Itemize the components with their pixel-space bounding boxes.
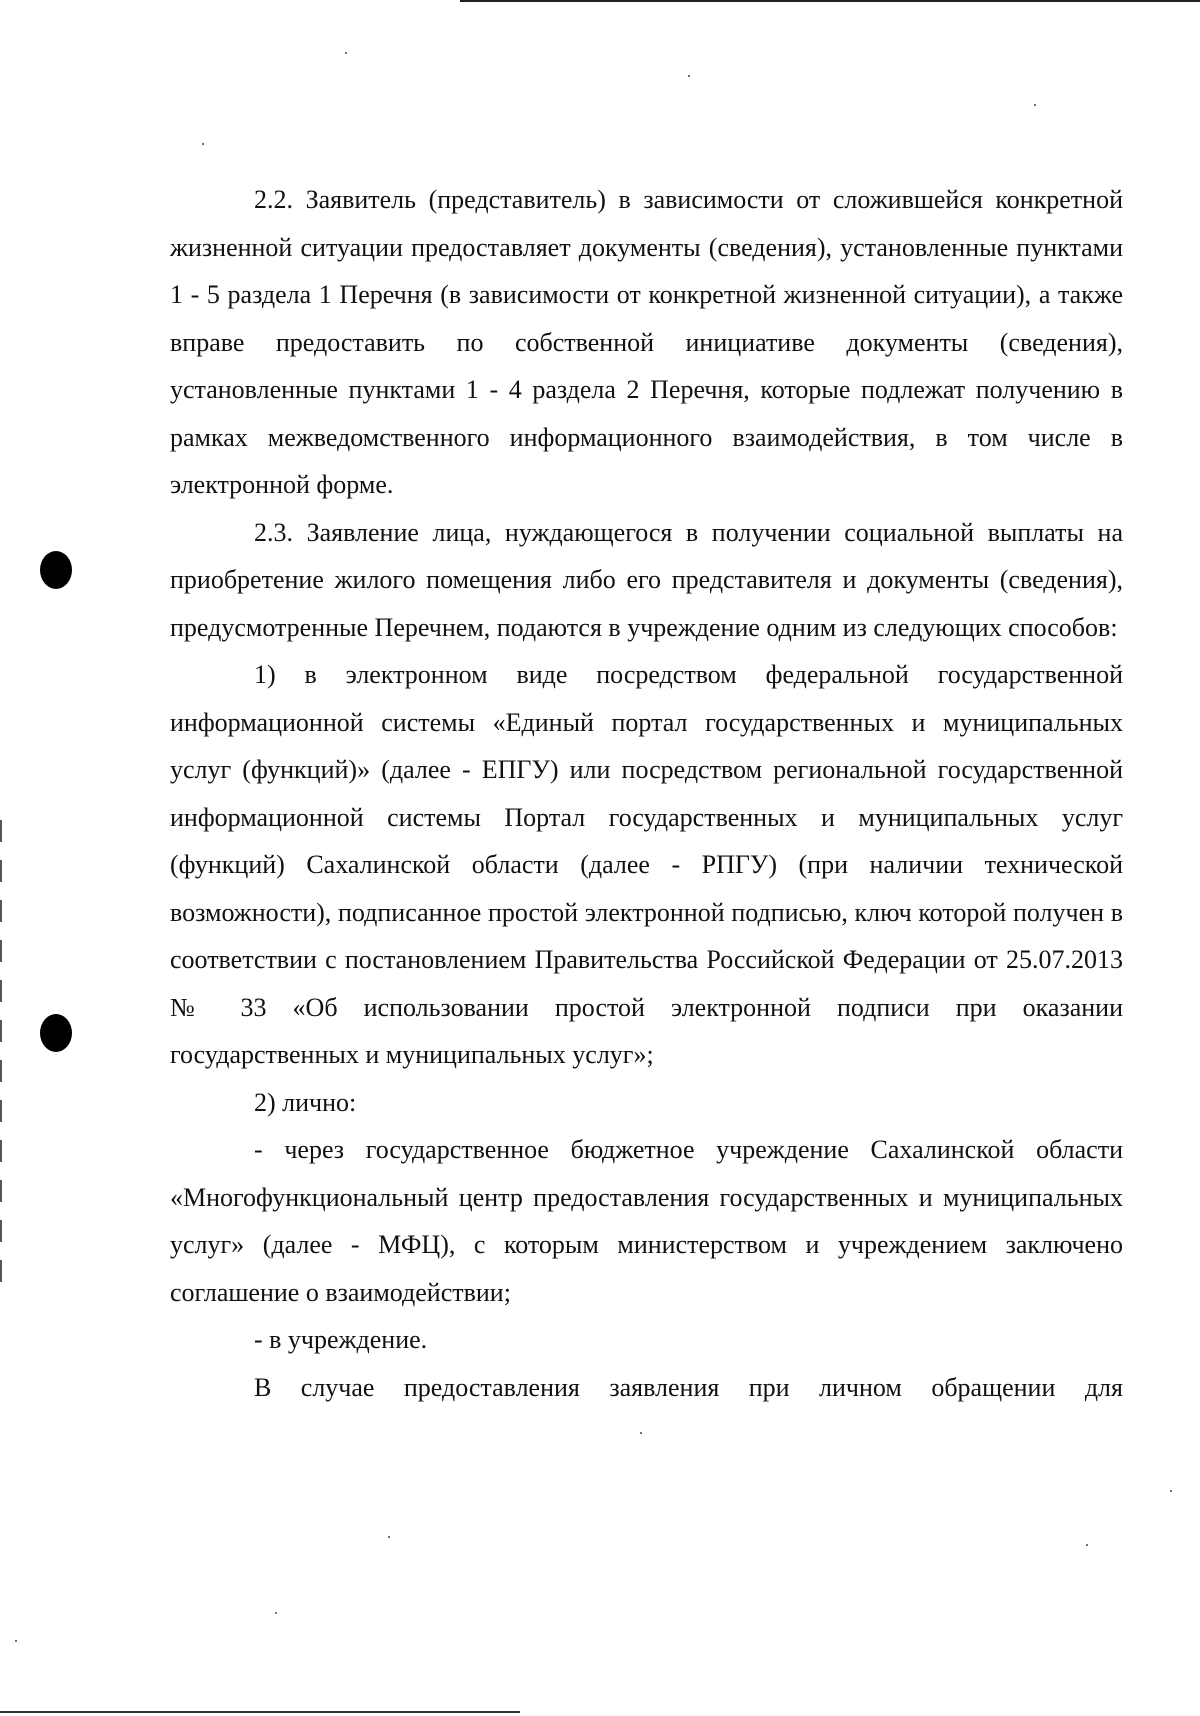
punch-hole-lower — [40, 1014, 72, 1052]
scan-speck — [640, 1432, 642, 1434]
paragraph-item-2-in-person: 2) лично: — [254, 1087, 357, 1117]
punch-hole-upper — [40, 551, 72, 589]
scan-speck — [688, 75, 690, 77]
left-scan-edge — [0, 820, 2, 1300]
scan-speck — [15, 1640, 17, 1642]
scan-speck — [345, 52, 347, 54]
scan-speck — [1170, 1490, 1172, 1492]
paragraph-2-2: 2.2. Заявитель (представитель) в зависимости от сложившейся конкретной жизненной ситуации предоставляет документы (сведения), установленные пунктами 1 - 5 раздела 1 Перечня (в зависимости от конкретной жизненной ситуации), а также вправе предоставить по собственной инициативе документы (сведения), установленные пунктами 1 - 4 раздела 2 Перечня, которые подлежат получению в рамках межведомственного информационного взаимодействия, в том числе в электронной форме. — [170, 185, 1123, 499]
paragraph-to-institution: - в учреждение. — [254, 1325, 428, 1354]
scan-speck — [275, 1612, 277, 1614]
bottom-scan-edge — [0, 1711, 520, 1713]
scan-speck — [1086, 1544, 1088, 1546]
paragraph-personal-submission: В случае предоставления заявления при личном обращении для — [254, 1372, 1123, 1402]
scan-speck — [202, 143, 204, 145]
document-body — [170, 176, 1123, 1411]
scan-speck — [1034, 104, 1036, 106]
paragraph-item-1-electronic: 1) в электронном виде посредством федеральной государственной информационной системы «Единый портал государственных и муниципальных услуг (функций)» (далее - ЕПГУ) или посредством региональной государственной информационной системы Портал государственных и муниципальных услуг (функций) Сахалинской области (далее - РПГУ) (при наличии технической возможности), подписанное простой электронной подписью, ключ которой получен в соответствии с постановлением Правительства Российской Федерации от 25.07.2013 № 33 «Об использовании простой электронной подписи при оказании государственных и муниципальных услуг»; — [170, 660, 1123, 1069]
paragraph-via-mfc: - через государственное бюджетное учреждение Сахалинской области «Многофункциональный центр предоставления государственных и муниципальных услуг» (далее - МФЦ), с которым министерством и учреждением заключено соглашение о взаимодействии; — [170, 1135, 1123, 1307]
scan-speck — [388, 1536, 390, 1538]
paragraph-2-3: 2.3. Заявление лица, нуждающегося в получении социальной выплаты на приобретение жилого помещения либо его представителя и документы (сведения), предусмотренные Перечнем, подаются в учреждение одним из следующих способов: — [170, 517, 1123, 642]
top-scan-edge — [460, 0, 1200, 2]
